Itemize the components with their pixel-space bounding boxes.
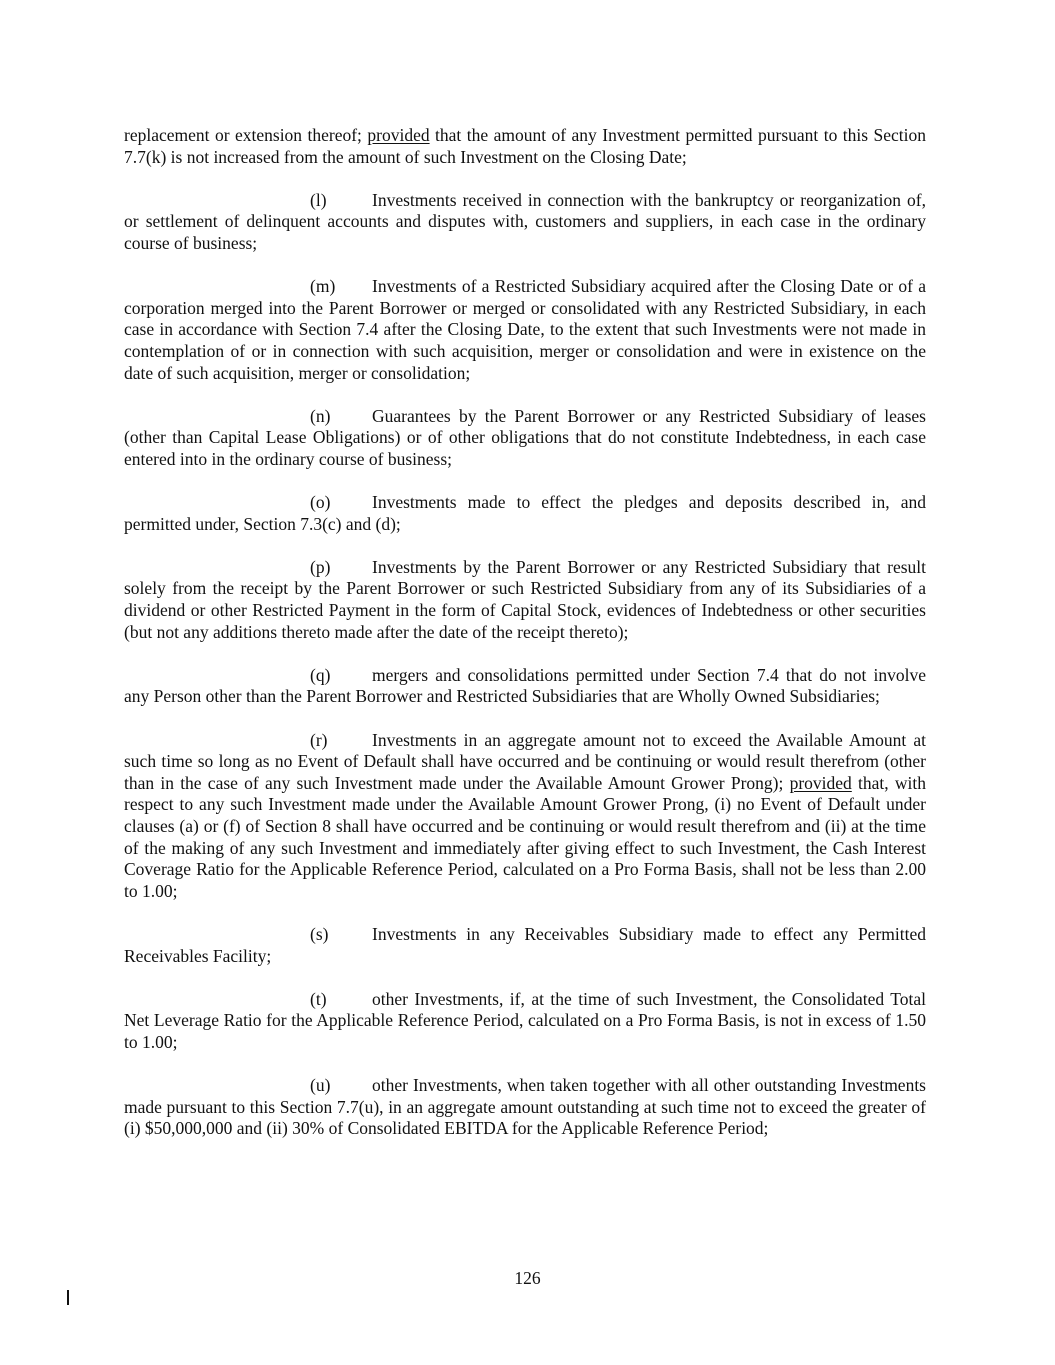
provided-underlined: provided	[367, 125, 430, 145]
clause-text: Guarantees by the Parent Borrower or any Restricted Subsidiary of leases (other than Capital Lease Obligations) or of other obligations that do not constitute Indebtedness, in each case entered into in the ordinary course of business;	[124, 405, 926, 469]
clause-text: Investments of a Restricted Subsidiary acquired after the Closing Date or of a corporation merged into the Parent Borrower or merged or consolidated with any Restricted Subsidiary, in each case in accordance with Section 7.4 after the Closing Date, to the extent that such Investments were not made in contemplation of or in connection with such acquisition, merger or consolidation and were in existence on the date of such acquisition, merger or consolidation;	[124, 276, 926, 383]
clause-q	[124, 665, 926, 708]
revision-bar	[67, 1290, 69, 1305]
clause-label: (n)	[310, 405, 331, 426]
clause-text: Investments by the Parent Borrower or any Restricted Subsidiary that result solely from the receipt by the Parent Borrower or such Restricted Subsidiary from any of its Subsidiaries of a dividend or other Restricted Payment in the form of Capital Stock, evidences of Indebtedness or other securities (but not any additions thereto made after the date of the receipt thereto);	[124, 556, 926, 642]
clause-m	[124, 276, 926, 384]
intro-paragraph: replacement or extension thereof; provided that the amount of any Investment permitted pursuant to this Section 7.7(k) is not increased from the amount of such Investment on the Closing Date;	[124, 125, 926, 167]
document-body	[124, 125, 926, 1140]
clause-label: (l)	[310, 189, 327, 210]
clause-text: Investments in any Receivables Subsidiary made to effect any Permitted Receivables Facility;	[124, 923, 926, 966]
page-number: 126	[514, 1268, 541, 1288]
clause-label: (o)	[310, 492, 331, 513]
clause-label: (p)	[310, 556, 331, 577]
clause-label: (r)	[310, 729, 328, 750]
provided-underlined: provided	[789, 772, 852, 793]
clause-r: (r) Investments in an aggregate amount not to exceed the Available Amount at such time so long as no Event of Default shall have occurred and be continuing or would result therefrom (other than in the case of any such Investment made under the Available Amount Grower Prong); provided that, with respect to any such Investment made under the Available Amount Grower Prong, (i) no Event of Default under clauses (a) or (f) of Section 8 shall have occurred and be continuing or would result therefrom and (ii) at the time of the making of any such Investment and immediately after giving effect to such Investment, the Cash Interest Coverage Ratio for the Applicable Reference Period, calculated on a Pro Forma Basis, shall not be less than 2.00 to 1.00;	[124, 729, 926, 901]
clause-label: (u)	[310, 1075, 331, 1096]
clause-text: Investments received in connection with the bankruptcy or reorganization of, or settlement of delinquent accounts and disputes with, customers and suppliers, in each case in the ordinary course of business;	[124, 189, 926, 253]
clause-o	[124, 492, 926, 535]
clause-s	[124, 924, 926, 967]
clause-text: mergers and consolidations permitted under Section 7.4 that do not involve any Person other than the Parent Borrower and Restricted Subsidiaries that are Wholly Owned Subsidiaries;	[124, 664, 926, 707]
clause-label: (m)	[310, 276, 336, 297]
clause-l	[124, 190, 926, 255]
clause-text: other Investments, if, at the time of such Investment, the Consolidated Total Net Leverage Ratio for the Applicable Reference Period, calculated on a Pro Forma Basis, is not in excess of 1.50 to 1.00;	[124, 988, 926, 1052]
clause-p	[124, 557, 926, 643]
clause-u	[124, 1075, 926, 1140]
clause-label: (t)	[310, 988, 327, 1009]
clause-t	[124, 989, 926, 1054]
clause-text: other Investments, when taken together with all other outstanding Investments made pursuant to this Section 7.7(u), in an aggregate amount outstanding at such time not to exceed the greater of (i) $50,000,000 and (ii) 30% of Consolidated EBITDA for the Applicable Reference Period;	[124, 1075, 926, 1139]
clause-label: (s)	[310, 923, 329, 944]
clause-text: Investments made to effect the pledges and deposits described in, and permitted under, Section 7.3(c) and (d);	[124, 492, 926, 534]
clause-label: (q)	[310, 664, 331, 685]
clause-n	[124, 406, 926, 471]
